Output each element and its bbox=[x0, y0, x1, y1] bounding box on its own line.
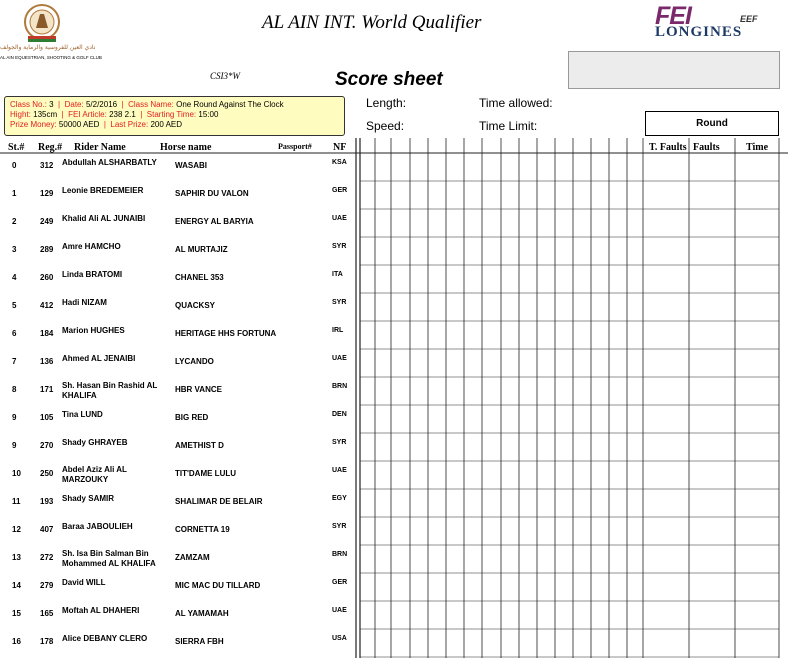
time-allowed-label: Time allowed: bbox=[479, 96, 553, 110]
reg-number: 129 bbox=[40, 189, 54, 198]
start-number: 8 bbox=[12, 385, 17, 394]
reg-number: 407 bbox=[40, 525, 54, 534]
horse-name: AL MURTAJIZ bbox=[175, 245, 228, 254]
nation: UAE bbox=[332, 215, 347, 222]
nation: KSA bbox=[332, 159, 347, 166]
start-number: 11 bbox=[12, 497, 21, 506]
start-number: 9 bbox=[12, 413, 17, 422]
horse-name: SAPHIR DU VALON bbox=[175, 189, 249, 198]
last-prize: 200 AED bbox=[150, 120, 183, 129]
start-number: 15 bbox=[12, 609, 21, 618]
event-title: AL AIN INT. World Qualifier bbox=[262, 12, 482, 33]
table-row bbox=[0, 207, 360, 235]
nation: BRN bbox=[332, 383, 348, 390]
table-row bbox=[0, 235, 360, 263]
horse-name: AL YAMAMAH bbox=[175, 609, 229, 618]
horse-name: CORNETTA 19 bbox=[175, 525, 230, 534]
rider-name: Abdullah ALSHARBATLY bbox=[62, 158, 157, 167]
col-time: Time bbox=[746, 142, 769, 153]
nation: UAE bbox=[332, 467, 347, 474]
horse-name: CHANEL 353 bbox=[175, 273, 224, 282]
reg-number: 279 bbox=[40, 581, 54, 590]
nation: BRN bbox=[332, 551, 348, 558]
nation: SYR bbox=[332, 299, 347, 306]
nation: UAE bbox=[332, 607, 347, 614]
round-box: Round bbox=[645, 111, 779, 136]
col-passport: Passport# bbox=[278, 142, 312, 151]
start-number: 6 bbox=[12, 329, 17, 338]
horse-name: ENERGY AL BARYIA bbox=[175, 217, 254, 226]
table-row bbox=[0, 459, 360, 487]
rider-name: Moftah AL DHAHERI bbox=[62, 606, 140, 615]
rider-name: Sh. Isa Bin Salman Bin Mohammed AL KHALIFA bbox=[62, 549, 156, 568]
table-row bbox=[0, 179, 360, 207]
start-number: 7 bbox=[12, 357, 17, 366]
horse-name: TIT'DAME LULU bbox=[175, 469, 237, 478]
start-number: 9 bbox=[12, 441, 17, 450]
nation: USA bbox=[332, 635, 347, 642]
table-row bbox=[0, 347, 360, 375]
nation: SYR bbox=[332, 523, 347, 530]
time-limit-label: Time Limit: bbox=[479, 119, 538, 133]
rider-name: Baraa JABOULIEH bbox=[62, 522, 133, 531]
nation: ITA bbox=[332, 271, 343, 278]
nation: EGY bbox=[332, 495, 347, 502]
reg-number: 105 bbox=[40, 413, 54, 422]
horse-name: SIERRA FBH bbox=[175, 637, 224, 646]
table-row bbox=[0, 599, 360, 627]
fei-article: 238 2.1 bbox=[109, 110, 136, 119]
length-label: Length: bbox=[366, 96, 407, 110]
horse-name: ZAMZAM bbox=[175, 553, 210, 562]
start-number: 0 bbox=[12, 161, 17, 170]
rider-name: Shady SAMIR bbox=[62, 494, 115, 503]
table-row bbox=[0, 263, 360, 291]
table-row bbox=[0, 291, 360, 319]
horse-name: MIC MAC DU TILLARD bbox=[175, 581, 261, 590]
col-horse: Horse name bbox=[160, 142, 212, 153]
eef-logo: EEF bbox=[740, 14, 758, 24]
reg-number: 249 bbox=[40, 217, 54, 226]
rider-name: Alice DEBANY CLERO bbox=[62, 634, 148, 643]
start-number: 4 bbox=[12, 273, 17, 282]
reg-number: 165 bbox=[40, 609, 54, 618]
start-number: 14 bbox=[12, 581, 21, 590]
start-number: 16 bbox=[12, 637, 21, 646]
class-name: One Round Against The Clock bbox=[176, 100, 284, 109]
fei-logo: FEI bbox=[655, 2, 691, 30]
start-number: 3 bbox=[12, 245, 17, 254]
reg-number: 136 bbox=[40, 357, 54, 366]
class-no: 3 bbox=[49, 100, 54, 109]
start-number: 5 bbox=[12, 301, 17, 310]
reg-number: 272 bbox=[40, 553, 54, 562]
reg-number: 312 bbox=[40, 161, 54, 170]
horse-name: LYCANDO bbox=[175, 357, 214, 366]
horse-name: WASABI bbox=[175, 161, 207, 170]
start-number: 13 bbox=[12, 553, 21, 562]
start-time: 15:00 bbox=[198, 110, 219, 119]
table-row bbox=[0, 375, 360, 403]
table-row bbox=[0, 431, 360, 459]
start-number: 1 bbox=[12, 189, 17, 198]
reg-number: 412 bbox=[40, 301, 54, 310]
date: 5/2/2016 bbox=[85, 100, 118, 109]
reg-number: 171 bbox=[40, 385, 54, 394]
col-t-faults: T. Faults bbox=[649, 142, 687, 153]
horse-name: QUACKSY bbox=[175, 301, 216, 310]
table-row bbox=[0, 319, 360, 347]
col-faults: Faults bbox=[693, 142, 720, 153]
table-row bbox=[0, 571, 360, 599]
nation: UAE bbox=[332, 355, 347, 362]
class-no-label: Class No.: bbox=[10, 100, 47, 109]
rider-name: Sh. Hasan Bin Rashid AL KHALIFA bbox=[62, 381, 158, 400]
nation: GER bbox=[332, 187, 348, 194]
club-name-english: AL AIN EQUESTRIAN, SHOOTING & GOLF CLUB bbox=[0, 55, 102, 60]
event-code: CSI3*W bbox=[210, 71, 240, 81]
start-time-label: Starting Time: bbox=[146, 110, 197, 119]
rider-name: Leonie BREDEMEIER bbox=[62, 186, 144, 195]
rider-name: Linda BRATOMI bbox=[62, 270, 123, 279]
horse-name: SHALIMAR DE BELAIR bbox=[175, 497, 263, 506]
start-number: 2 bbox=[12, 217, 17, 226]
prize-money-label: Prize Money: bbox=[10, 120, 57, 129]
col-st: St.# bbox=[8, 142, 25, 153]
sheet-title: Score sheet bbox=[335, 69, 443, 90]
start-number: 12 bbox=[12, 525, 21, 534]
col-rider: Rider Name bbox=[74, 142, 126, 153]
table-row bbox=[0, 487, 360, 515]
nation: GER bbox=[332, 579, 348, 586]
date-label: Date: bbox=[64, 100, 84, 109]
rider-name: Amre HAMCHO bbox=[62, 242, 121, 251]
rider-name: Ahmed AL JENAIBI bbox=[62, 354, 136, 363]
class-name-label: Class Name: bbox=[128, 100, 174, 109]
prize-money: 50000 AED bbox=[58, 120, 100, 129]
rider-name: Abdel Aziz Ali AL MARZOUKY bbox=[62, 465, 127, 484]
start-number: 10 bbox=[12, 469, 21, 478]
reg-number: 178 bbox=[40, 637, 54, 646]
table-row bbox=[0, 403, 360, 431]
height-label: Hight: bbox=[10, 110, 31, 119]
nation: IRL bbox=[332, 327, 344, 334]
rider-name: Hadi NIZAM bbox=[62, 298, 107, 307]
horse-name: AMETHIST D bbox=[175, 441, 224, 450]
longines-logo: LONGINES bbox=[655, 24, 743, 40]
col-reg: Reg.# bbox=[38, 142, 63, 153]
reg-number: 260 bbox=[40, 273, 54, 282]
class-info-box: Class No.: 3 | Date: 5/2/2016 | Class Name: One Round Against The Clock Hight: 135cm | FEI Article: 238 2.1 | Starting Time: 15:00 Prize Money: 50000 AED | Last Prize: 200 AED bbox=[4, 96, 345, 136]
table-row bbox=[0, 151, 360, 179]
fei-article-label: FEI Article: bbox=[68, 110, 107, 119]
reg-number: 193 bbox=[40, 497, 54, 506]
reg-number: 184 bbox=[40, 329, 54, 338]
speed-label: Speed: bbox=[366, 119, 405, 133]
nation: DEN bbox=[332, 411, 347, 418]
nation: SYR bbox=[332, 439, 347, 446]
rider-name: Khalid Ali AL JUNAIBI bbox=[62, 214, 146, 223]
club-name-arabic: نادي العين للفروسية والرماية والجولف bbox=[0, 44, 96, 51]
reg-number: 250 bbox=[40, 469, 54, 478]
col-nf: NF bbox=[333, 142, 347, 153]
table-row bbox=[0, 627, 360, 655]
horse-name: HBR VANCE bbox=[175, 385, 222, 394]
reg-number: 289 bbox=[40, 245, 54, 254]
reg-number: 270 bbox=[40, 441, 54, 450]
height: 135cm bbox=[33, 110, 58, 119]
horse-name: BIG RED bbox=[175, 413, 209, 422]
rider-name: Tina LUND bbox=[62, 410, 103, 419]
nation: SYR bbox=[332, 243, 347, 250]
rider-name: Shady GHRAYEB bbox=[62, 438, 128, 447]
table-row bbox=[0, 515, 360, 543]
rider-name: Marion HUGHES bbox=[62, 326, 125, 335]
table-row bbox=[0, 543, 360, 571]
rider-name: David WILL bbox=[62, 578, 106, 587]
last-prize-label: Last Prize: bbox=[110, 120, 149, 129]
horse-name: HERITAGE HHS FORTUNA bbox=[175, 329, 277, 338]
